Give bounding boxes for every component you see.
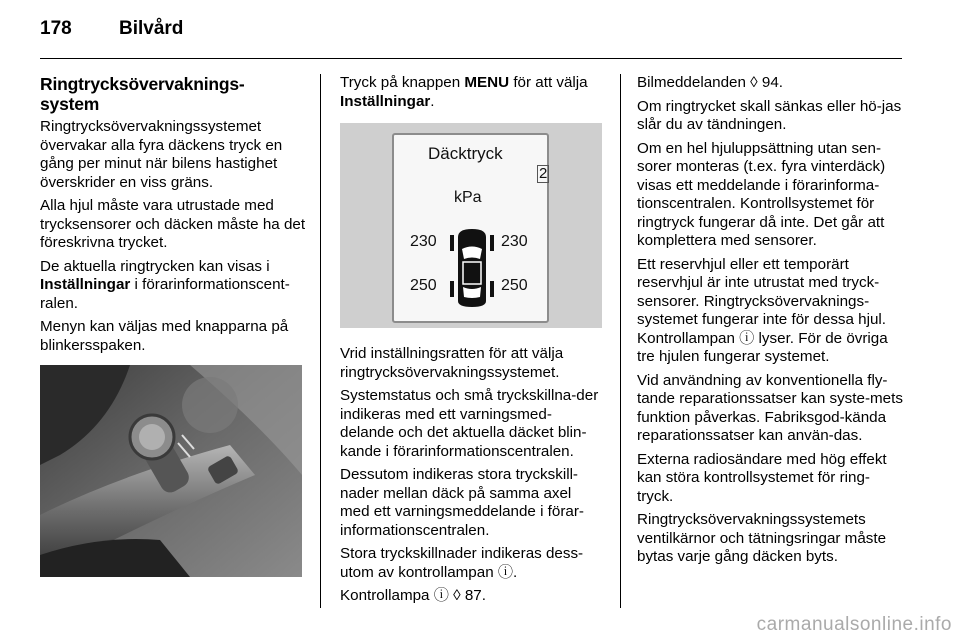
text-run: De aktuella ringtrycken kan visas i [40,257,270,275]
paragraph-system-status: Systemstatus och små tryckskillna-der indikeras med ett varningsmed-delande och det aktuella däcket blin-kande i förarinformationscentralen. [340,387,599,460]
column-2 [340,74,602,611]
stalk-illustration [40,365,302,577]
pressure-unit: kPa [454,189,482,206]
header-rule [40,58,902,59]
page-indicator: 2 [539,165,548,182]
page-header [40,18,902,62]
paragraph-adjust-pressure: Om ringtrycket skall sänkas eller hö-jas slår du av tändningen. [637,97,902,133]
paragraph-repair-kit: Vid användning av konventionella fly-tande reparationssatser kan syste-mets funktion påverkas. Fabriksgod-kända reparationssatser kan använ-das. [637,371,903,444]
paragraph-menu: Menyn kan väljas med knapparna på blinkersspaken. [40,318,289,354]
display-title: Däcktryck [428,144,503,163]
page-number: 178 [40,18,72,39]
text-run: för att välja [509,74,588,91]
text-run: Tryck på knappen [340,74,465,91]
paragraph-warning-lamp: Stora tryckskillnader indikeras dess-utom av kontrollampan ⓘ. [340,545,584,581]
site-watermark: carmanualsonline.info [756,614,952,635]
paragraph-large-diff: Dessutom indikeras stora tryckskill-nader mellan däck på samma axel med ett varningsmeddelande i förar-informationscentralen. [340,466,584,539]
column-1 [40,74,308,577]
car-top-view-icon [448,227,496,309]
paragraph-press-menu [340,74,602,111]
column-divider [620,74,621,608]
text-run: i förarinformationscent-ralen. [40,276,290,312]
front-left-pressure: 230 [410,233,437,250]
front-right-pressure: 230 [501,233,528,250]
settings-term: Inställningar [40,276,131,293]
paragraph-no-sensors: Om en hel hjuluppsättning utan sen-sorer monteras (t.ex. fyra vinterdäck) visas ett meddelande i förarinforma-tionscentralen. Kontrollsystemet för ringtryck fungerar då inte. Det går att komplettera med sensorer. [637,139,886,249]
paragraph-sensors: Alla hjul måste vara utrustade med trycksensorer och däcken måste ha det föreskrivna trycket. [40,197,306,251]
paragraph-valve-cores: Ringtrycksövervakningssystemets ventilkärnor och tätningsringar måste bytas varje gång däcken byts. [637,511,887,565]
text-run: . [430,92,435,110]
info-display-screen [392,133,549,323]
section-title: Bilvård [119,18,184,39]
heading-line-2: system [40,94,100,114]
column-divider [320,74,321,608]
paragraph-intro: Ringtrycksövervakningssystemet övervakar alla fyra däckens tryck en gång per minut när bilens hastighet överskrider en viss gräns. [40,118,283,191]
paragraph-messages-ref: Bilmeddelanden ◊ 94. [637,74,783,91]
settings-term: Inställningar [340,92,431,110]
paragraph-spare-wheel: Ett reservhjul eller ett temporärt reservhjul är inte utrustat med tryck-sensorer. Ringtrycksövervaknings-systemet fungerar inte för dessa hjul. Kontrollampan ⓘ lyser. För de övriga tre hjulen fungerar systemet. [637,255,888,365]
turn-signal-stalk-photo [40,365,302,577]
rear-left-pressure: 250 [410,277,437,294]
section-heading [40,74,308,114]
heading-line-1: Ringtrycksövervaknings- [40,74,245,94]
column-3 [637,74,905,572]
paragraph-radio-interference: Externa radiosändare med hög effekt kan störa kontrollsystemet för ring-tryck. [637,450,887,505]
rear-right-pressure: 250 [501,277,528,294]
paragraph-rotate-knob: Vrid inställningsratten för att välja ringtrycksövervakningssystemet. [340,345,564,381]
menu-button-term: MENU [464,74,510,91]
paragraph-settings [40,258,308,314]
tire-pressure-display-figure [340,123,602,328]
paragraph-lamp-reference: Kontrollampa ⓘ ◊ 87. [340,587,486,604]
